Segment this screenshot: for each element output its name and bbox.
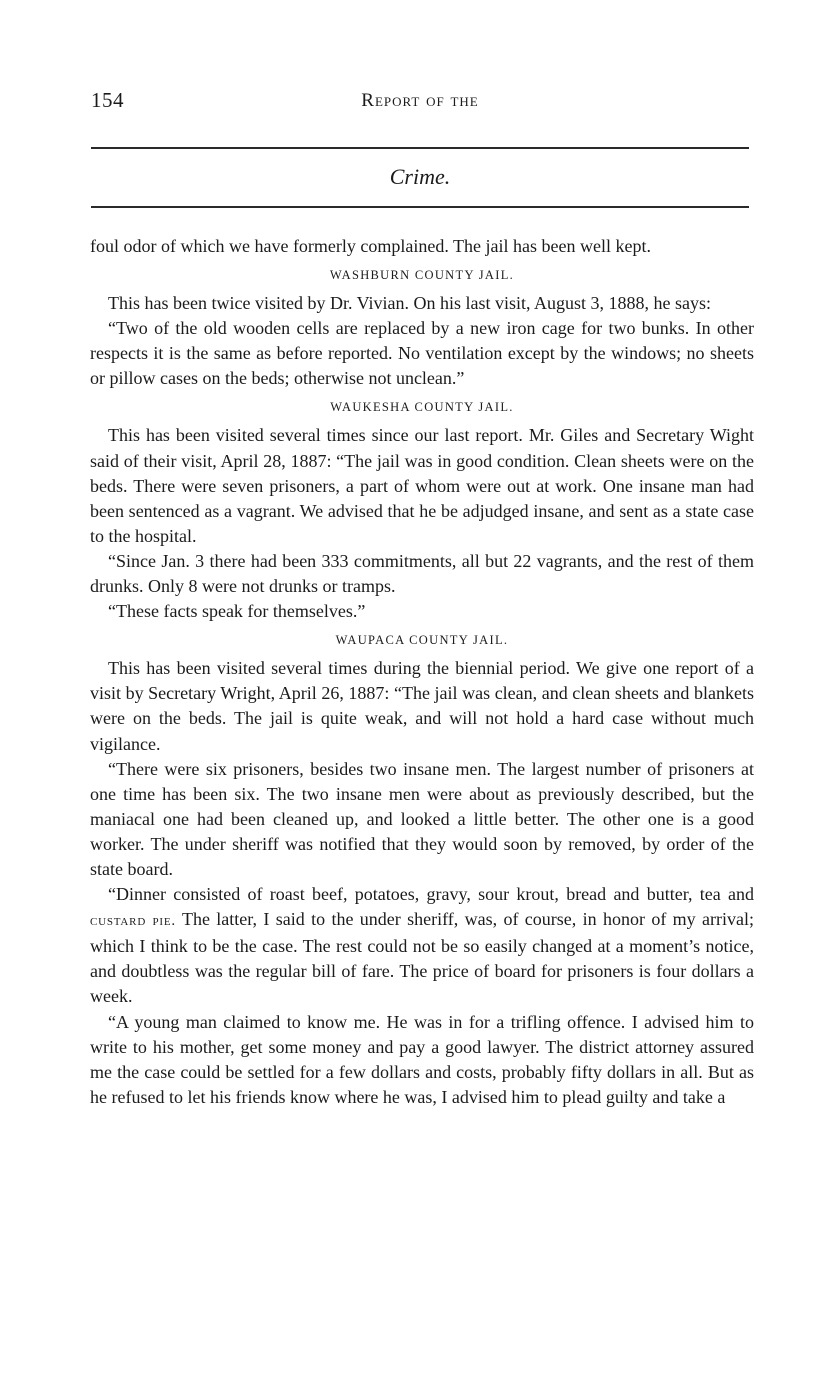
paragraph: foul odor of which we have formerly complained. The jail has been well kept. — [90, 236, 651, 256]
text-run: The latter, I said to the under sheriff, was, of course, in honor of my arrival; which I think to be the case. The rest could not be so easily changed at a moment’s notice, and doubtless was the regular bill of fare. The price of board for prisoners is four dollars a week. — [90, 909, 754, 1007]
paragraph: “A young man claimed to know me. He was in for a trifling offence. I advised him to write to his mother, get some money and pay a good lawyer. The district attorney assured me the case could be settled for a few dollars and costs, probably fifty dollars in all. But as he refused to let his friends know where he was, I advised him to plead guilty and take a — [90, 1011, 754, 1107]
page-header — [91, 88, 749, 120]
text-run: “Dinner consisted of roast beef, potatoes, gravy, sour krout, bread and butter, tea and — [108, 884, 754, 905]
paragraph: “These facts speak for themselves.” — [108, 601, 366, 622]
section-heading-waukesha: WAUKESHA COUNTY JAIL. — [330, 400, 514, 415]
header-rule-bottom — [91, 206, 749, 208]
body-text — [90, 234, 754, 1110]
paragraph: “There were six prisoners, besides two insane men. The largest number of prisoners at one time has been six. The two insane men were about as previously described, but the maniacal one had been cleaned up, and looked a little better. The other one is a good worker. The under sheriff was notified that they would soon by removed, by order of the state board. — [90, 758, 754, 879]
paragraph: This has been visited several times during the biennial period. We give one report of a visit by Secretary Wright, April 26, 1887: “The jail was clean, and clean sheets and blankets were on the beds. The jail is quite weak, and will not hold a hard case without much vigilance. — [90, 658, 754, 754]
section-heading-waupaca: WAUPACA COUNTY JAIL. — [335, 633, 509, 648]
running-title: Report of the — [361, 90, 479, 111]
paragraph — [90, 882, 754, 1009]
paragraph: “Since Jan. 3 there had been 333 commitments, all but 22 vagrants, and the rest of them drunks. Only 8 were not drunks or tramps. — [90, 550, 754, 597]
paragraph: This has been twice visited by Dr. Vivian. On his last visit, August 3, 1888, he says: — [108, 293, 712, 314]
page-number: 154 — [91, 88, 124, 112]
paragraph: “Two of the old wooden cells are replaced by a new iron cage for two bunks. In other respects it is the same as before reported. No ventilation except by the windows; no sheets or pillow cases on the beds; otherwise not unclean.” — [90, 318, 754, 389]
section-heading-washburn: WASHBURN COUNTY JAIL. — [329, 268, 515, 283]
small-caps-text: custard pie. — [90, 913, 176, 930]
header-rule-top — [91, 147, 749, 149]
section-title: Crime. — [389, 164, 451, 189]
paragraph: This has been visited several times since our last report. Mr. Giles and Secretary Wight said of their visit, April 28, 1887: “The jail was in good condition. Clean sheets were on the beds. There were seven prisoners, a part of whom were out at work. One insane man had been sentenced as a vagrant. We advised that he be adjudged insane, and sent as a state case to the hospital. — [90, 425, 754, 546]
